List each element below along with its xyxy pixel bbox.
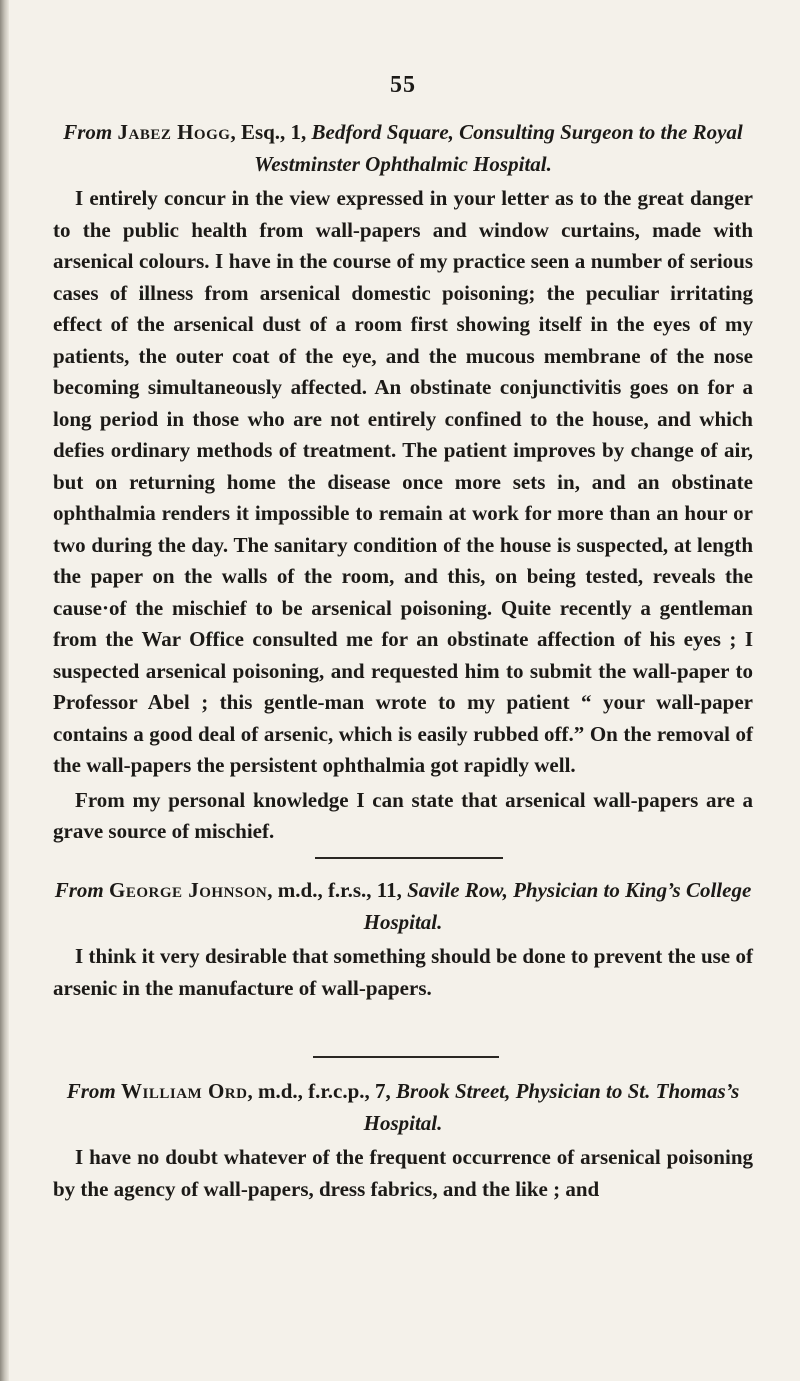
author-address: Savile Row — [407, 878, 503, 902]
author-address: Bedford Square — [311, 120, 449, 144]
letter-paragraph: From my personal knowledge I can state that arsenical wall-papers are a grave source of mischief. — [53, 787, 753, 843]
page-edge-shadow — [0, 0, 9, 1381]
letter-ord — [53, 1076, 753, 1205]
from-word: From — [63, 120, 113, 144]
author-name: George Johnson — [108, 878, 268, 902]
section-divider — [315, 857, 503, 859]
section-divider — [313, 1056, 499, 1058]
author-credentials: , m.d., f.r.s., 11, — [267, 878, 408, 902]
page-number: 55 — [390, 72, 416, 98]
letter-heading — [53, 117, 753, 180]
letter-paragraph: I have no doubt whatever of the frequent occurrence of arsenical poisoning by the agency of wall-papers, dress fabrics, and the like ; and — [53, 1145, 753, 1201]
letter-paragraph: I entirely concur in the view expressed in your letter as to the great danger to the public health from wall-papers and window curtains, made with arsenical colours. I have in the course of my practice seen a number of serious cases of illness from arsenical domestic poisoning; the peculiar irritating effect of the arsenical dust of a room first showing itself in the eyes of my patients, the outer coat of the eye, and the mucous membrane of the nose becoming simultaneously affected. An obstinate conjunctivitis goes on for a long period in those who are not entirely confined to the house, and which defies ordinary methods of treatment. The patient improves by change of air, but on returning home the disease once more sets in, and an obstinate ophthalmia renders it impossible to remain at work for more than an hour or two during the day. The sanitary condition of the house is suspected, at length the paper on the walls of the room, and this, on being tested, reveals the cause·of the mischief to be arsenical poisoning. Quite recently a gentleman from the War Office consulted me for an obstinate affection of his eyes ; I suspected arsenical poisoning, and requested him to submit the wall-paper to Professor Abel ; this gentle-man wrote to my patient “ your wall-paper contains a good deal of arsenic, which is easily rubbed off.” On the removal of the wall-papers the persistent ophthalmia got rapidly well. — [53, 186, 753, 777]
from-word: From — [66, 1079, 116, 1103]
author-credentials: , m.d., f.r.c.p., 7, — [247, 1079, 397, 1103]
author-title: , Consulting Surgeon to the Royal Westminster Ophthalmic Hospital. — [254, 120, 743, 176]
letter-paragraph: I think it very desirable that something should be done to prevent the use of arsenic in the manufacture of wall-papers. — [53, 944, 753, 1000]
letter-heading — [53, 875, 753, 938]
from-word: From — [54, 878, 104, 902]
author-title: , Physician to King’s College Hospital. — [363, 878, 752, 934]
author-credentials: , Esq., 1, — [230, 120, 312, 144]
author-name: Jabez Hogg — [117, 120, 231, 144]
letter-johnson — [53, 875, 753, 1004]
author-address: Brook Street — [396, 1079, 506, 1103]
author-name: William Ord — [121, 1079, 248, 1103]
author-title: , Physician to St. Thomas’s Hospital. — [363, 1079, 740, 1135]
letter-hogg — [53, 117, 753, 848]
letter-heading — [53, 1076, 753, 1139]
